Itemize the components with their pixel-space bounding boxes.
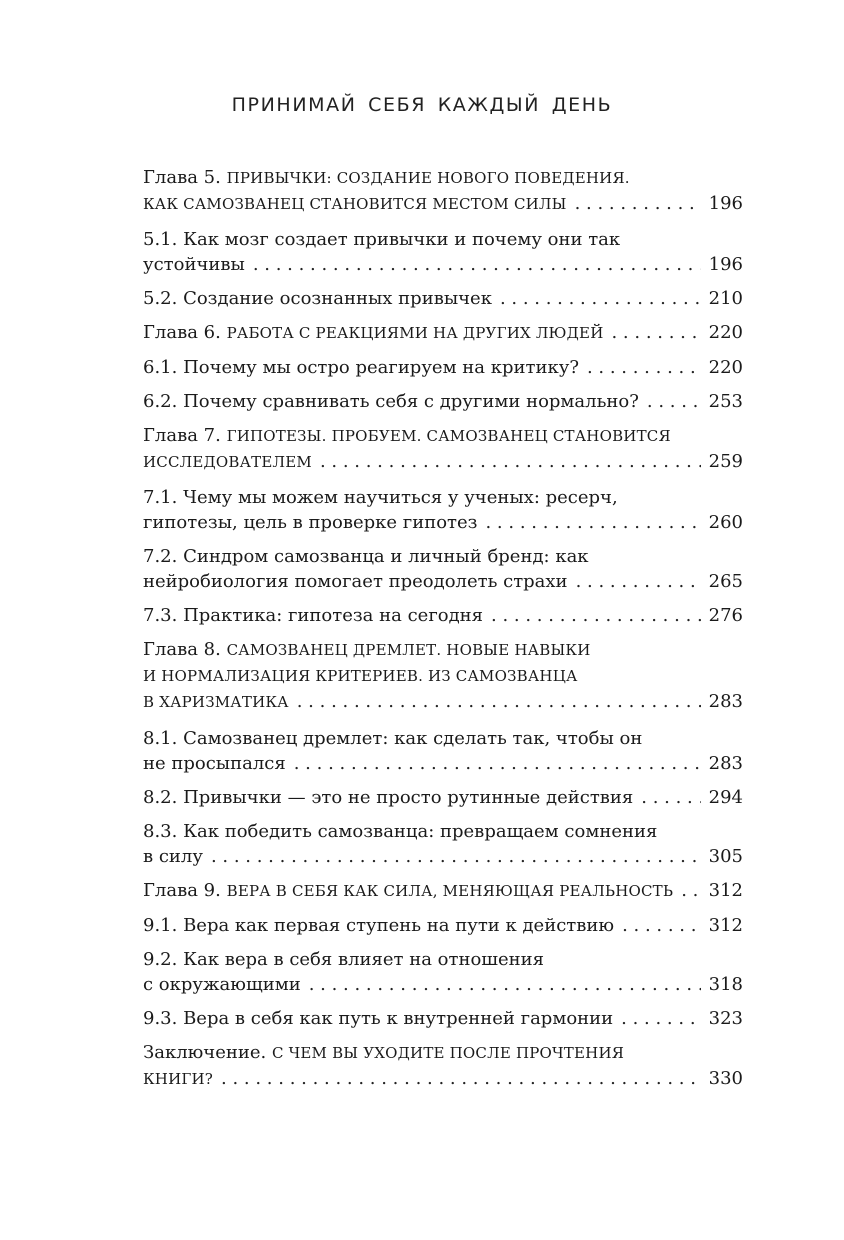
toc-line xyxy=(143,726,743,751)
dot-leader xyxy=(611,320,700,345)
dot-leader xyxy=(309,972,701,997)
toc-line xyxy=(143,785,743,810)
toc-line xyxy=(143,751,743,776)
dot-leader xyxy=(576,569,701,594)
toc-section-entry xyxy=(143,227,743,277)
toc-chapter-entry xyxy=(143,1040,743,1092)
dot-leader xyxy=(587,355,701,380)
toc-entry-text xyxy=(143,389,639,414)
section-title: 5.1. Как мозг создает привычки и почему они так xyxy=(143,229,621,250)
toc-entry-text xyxy=(143,1066,213,1092)
toc-line xyxy=(143,878,743,904)
toc-line xyxy=(143,569,743,594)
section-title: 5.2. Создание осознанных привычек xyxy=(143,288,492,309)
dot-leader xyxy=(297,689,701,714)
chapter-label: Глава 9. xyxy=(143,880,221,901)
toc-line xyxy=(143,191,743,217)
toc-section-entry xyxy=(143,913,743,938)
toc-entry-text xyxy=(143,913,614,938)
toc-entry-text xyxy=(143,663,578,689)
toc-line xyxy=(143,844,743,869)
chapter-label: Глава 6. xyxy=(143,322,221,343)
toc-line xyxy=(143,286,743,311)
page-number: 220 xyxy=(708,322,743,343)
toc-entry-text xyxy=(143,165,630,191)
page-number: 330 xyxy=(708,1068,743,1089)
dot-leader xyxy=(647,389,701,414)
section-title: нейробиология помогает преодолеть страхи xyxy=(143,571,568,592)
chapter-label: Глава 5. xyxy=(143,167,221,188)
toc-chapter-entry xyxy=(143,878,743,904)
toc-entry-text xyxy=(143,1006,613,1031)
page-number: 318 xyxy=(708,974,743,995)
toc-entry-text xyxy=(143,689,289,715)
toc-entry-text xyxy=(143,947,544,972)
section-title: 7.1. Чему мы можем научиться у ученых: ресерч, xyxy=(143,487,618,508)
page-number: 283 xyxy=(708,753,743,774)
toc-entry-text xyxy=(143,844,203,869)
dot-leader xyxy=(622,913,701,938)
toc-line xyxy=(143,165,743,191)
page-number: 323 xyxy=(708,1008,743,1029)
chapter-title: С ЧЕМ ВЫ УХОДИТЕ ПОСЛЕ ПРОЧТЕНИЯ xyxy=(271,1044,625,1062)
toc-entry-text xyxy=(143,726,642,751)
toc-entry-text xyxy=(143,252,245,277)
toc-entry-text xyxy=(143,569,568,594)
toc-line xyxy=(143,663,743,689)
toc-section-entry xyxy=(143,947,743,997)
toc-entry-text xyxy=(143,878,673,904)
toc-section-entry xyxy=(143,544,743,594)
dot-leader xyxy=(621,1006,700,1031)
toc-line xyxy=(143,689,743,715)
toc-section-entry xyxy=(143,785,743,810)
section-title: 6.2. Почему сравнивать себя с другими нормально? xyxy=(143,391,639,412)
dot-leader xyxy=(211,844,701,869)
toc-entry-text xyxy=(143,603,483,628)
section-title: 6.1. Почему мы остро реагируем на критику? xyxy=(143,357,579,378)
toc-entry-text xyxy=(143,972,301,997)
chapter-title: КАК САМОЗВАНЕЦ СТАНОВИТСЯ МЕСТОМ СИЛЫ xyxy=(143,195,567,213)
toc-line xyxy=(143,355,743,380)
page-number: 312 xyxy=(708,880,743,901)
section-title: 8.1. Самозванец дремлет: как сделать так, чтобы он xyxy=(143,728,643,749)
toc-line xyxy=(143,1040,743,1066)
chapter-title: ВЕРА В СЕБЯ КАК СИЛА, МЕНЯЮЩАЯ РЕАЛЬНОСТЬ xyxy=(226,882,674,900)
toc-line xyxy=(143,423,743,449)
toc-section-entry xyxy=(143,1006,743,1031)
chapter-label: Глава 8. xyxy=(143,639,221,660)
toc-entry-text xyxy=(143,485,618,510)
chapter-title: ПРИВЫЧКИ: СОЗДАНИЕ НОВОГО ПОВЕДЕНИЯ. xyxy=(226,169,630,187)
toc-line xyxy=(143,389,743,414)
page-number: 196 xyxy=(708,254,743,275)
page-number: 283 xyxy=(708,691,743,712)
page-number: 253 xyxy=(708,391,743,412)
toc-line xyxy=(143,449,743,475)
toc-line xyxy=(143,947,743,972)
chapter-title: КНИГИ? xyxy=(143,1070,214,1088)
page-number: 276 xyxy=(708,605,743,626)
chapter-title: В ХАРИЗМАТИКА xyxy=(143,693,289,711)
section-title: не просыпался xyxy=(143,753,286,774)
toc-section-entry xyxy=(143,355,743,380)
chapter-label: Заключение. xyxy=(143,1042,267,1063)
section-title: устойчивы xyxy=(143,254,245,275)
page-number: 196 xyxy=(708,193,743,214)
page-number: 294 xyxy=(708,787,743,808)
toc-entry-text xyxy=(143,751,286,776)
chapter-title: ГИПОТЕЗЫ. ПРОБУЕМ. САМОЗВАНЕЦ СТАНОВИТСЯ xyxy=(226,427,671,445)
chapter-title: ИССЛЕДОВАТЕЛЕМ xyxy=(143,453,312,471)
toc-line xyxy=(143,1006,743,1031)
page-number: 305 xyxy=(708,846,743,867)
toc-entry-text xyxy=(143,191,567,217)
toc-entry-text xyxy=(143,355,579,380)
toc-entry-text xyxy=(143,785,633,810)
section-title: 9.2. Как вера в себя влияет на отношения xyxy=(143,949,545,970)
toc-section-entry xyxy=(143,286,743,311)
toc-entry-text xyxy=(143,637,591,663)
toc-line xyxy=(143,603,743,628)
toc-entry-text xyxy=(143,1040,624,1066)
toc-line xyxy=(143,637,743,663)
section-title: 9.3. Вера в себя как путь к внутренней гармонии xyxy=(143,1008,614,1029)
section-title: 7.2. Синдром самозванца и личный бренд: как xyxy=(143,546,589,567)
toc-entry-text xyxy=(143,510,477,535)
section-title: 7.3. Практика: гипотеза на сегодня xyxy=(143,605,484,626)
dot-leader xyxy=(221,1066,701,1091)
toc-chapter-entry xyxy=(143,165,743,217)
toc-line xyxy=(143,1066,743,1092)
page-number: 312 xyxy=(708,915,743,936)
toc-line xyxy=(143,913,743,938)
toc-entry-text xyxy=(143,544,589,569)
toc-section-entry xyxy=(143,603,743,628)
dot-leader xyxy=(500,286,701,311)
chapter-label: Глава 7. xyxy=(143,425,221,446)
toc-line xyxy=(143,972,743,997)
toc-section-entry xyxy=(143,819,743,869)
section-title: 8.2. Привычки — это не просто рутинные действия xyxy=(143,787,634,808)
section-title: с окружающими xyxy=(143,974,301,995)
toc-line xyxy=(143,320,743,346)
dot-leader xyxy=(575,191,701,216)
running-head: ПРИНИМАЙ СЕБЯ КАЖДЫЙ ДЕНЬ xyxy=(231,94,613,116)
toc-line xyxy=(143,510,743,535)
dot-leader xyxy=(681,878,700,903)
toc-entry-text xyxy=(143,286,492,311)
page-number: 220 xyxy=(708,357,743,378)
chapter-title: РАБОТА С РЕАКЦИЯМИ НА ДРУГИХ ЛЮДЕЙ xyxy=(226,324,604,342)
toc-section-entry xyxy=(143,726,743,776)
dot-leader xyxy=(253,252,701,277)
toc-entry-text xyxy=(143,227,620,252)
dot-leader xyxy=(491,603,701,628)
page-number: 210 xyxy=(708,288,743,309)
toc-line xyxy=(143,252,743,277)
toc-entry-text xyxy=(143,320,603,346)
table-of-contents xyxy=(143,156,743,1092)
dot-leader xyxy=(485,510,700,535)
toc-line xyxy=(143,544,743,569)
toc-line xyxy=(143,819,743,844)
dot-leader xyxy=(320,449,701,474)
toc-chapter-entry xyxy=(143,637,743,715)
page-number: 260 xyxy=(708,512,743,533)
toc-line xyxy=(143,227,743,252)
toc-entry-text xyxy=(143,449,312,475)
toc-entry-text xyxy=(143,819,657,844)
dot-leader xyxy=(294,751,701,776)
toc-entry-text xyxy=(143,423,671,449)
section-title: в силу xyxy=(143,846,203,867)
toc-chapter-entry xyxy=(143,320,743,346)
toc-section-entry xyxy=(143,485,743,535)
chapter-title: И НОРМАЛИЗАЦИЯ КРИТЕРИЕВ. ИЗ САМОЗВАНЦА xyxy=(143,667,578,685)
chapter-title: САМОЗВАНЕЦ ДРЕМЛЕТ. НОВЫЕ НАВЫКИ xyxy=(226,641,591,659)
dot-leader xyxy=(641,785,700,810)
toc-chapter-entry xyxy=(143,423,743,475)
section-title: гипотезы, цель в проверке гипотез xyxy=(143,512,478,533)
section-title: 8.3. Как победить самозванца: превращаем сомнения xyxy=(143,821,658,842)
section-title: 9.1. Вера как первая ступень на пути к действию xyxy=(143,915,615,936)
page-number: 259 xyxy=(708,451,743,472)
toc-line xyxy=(143,485,743,510)
page-number: 265 xyxy=(708,571,743,592)
toc-section-entry xyxy=(143,389,743,414)
